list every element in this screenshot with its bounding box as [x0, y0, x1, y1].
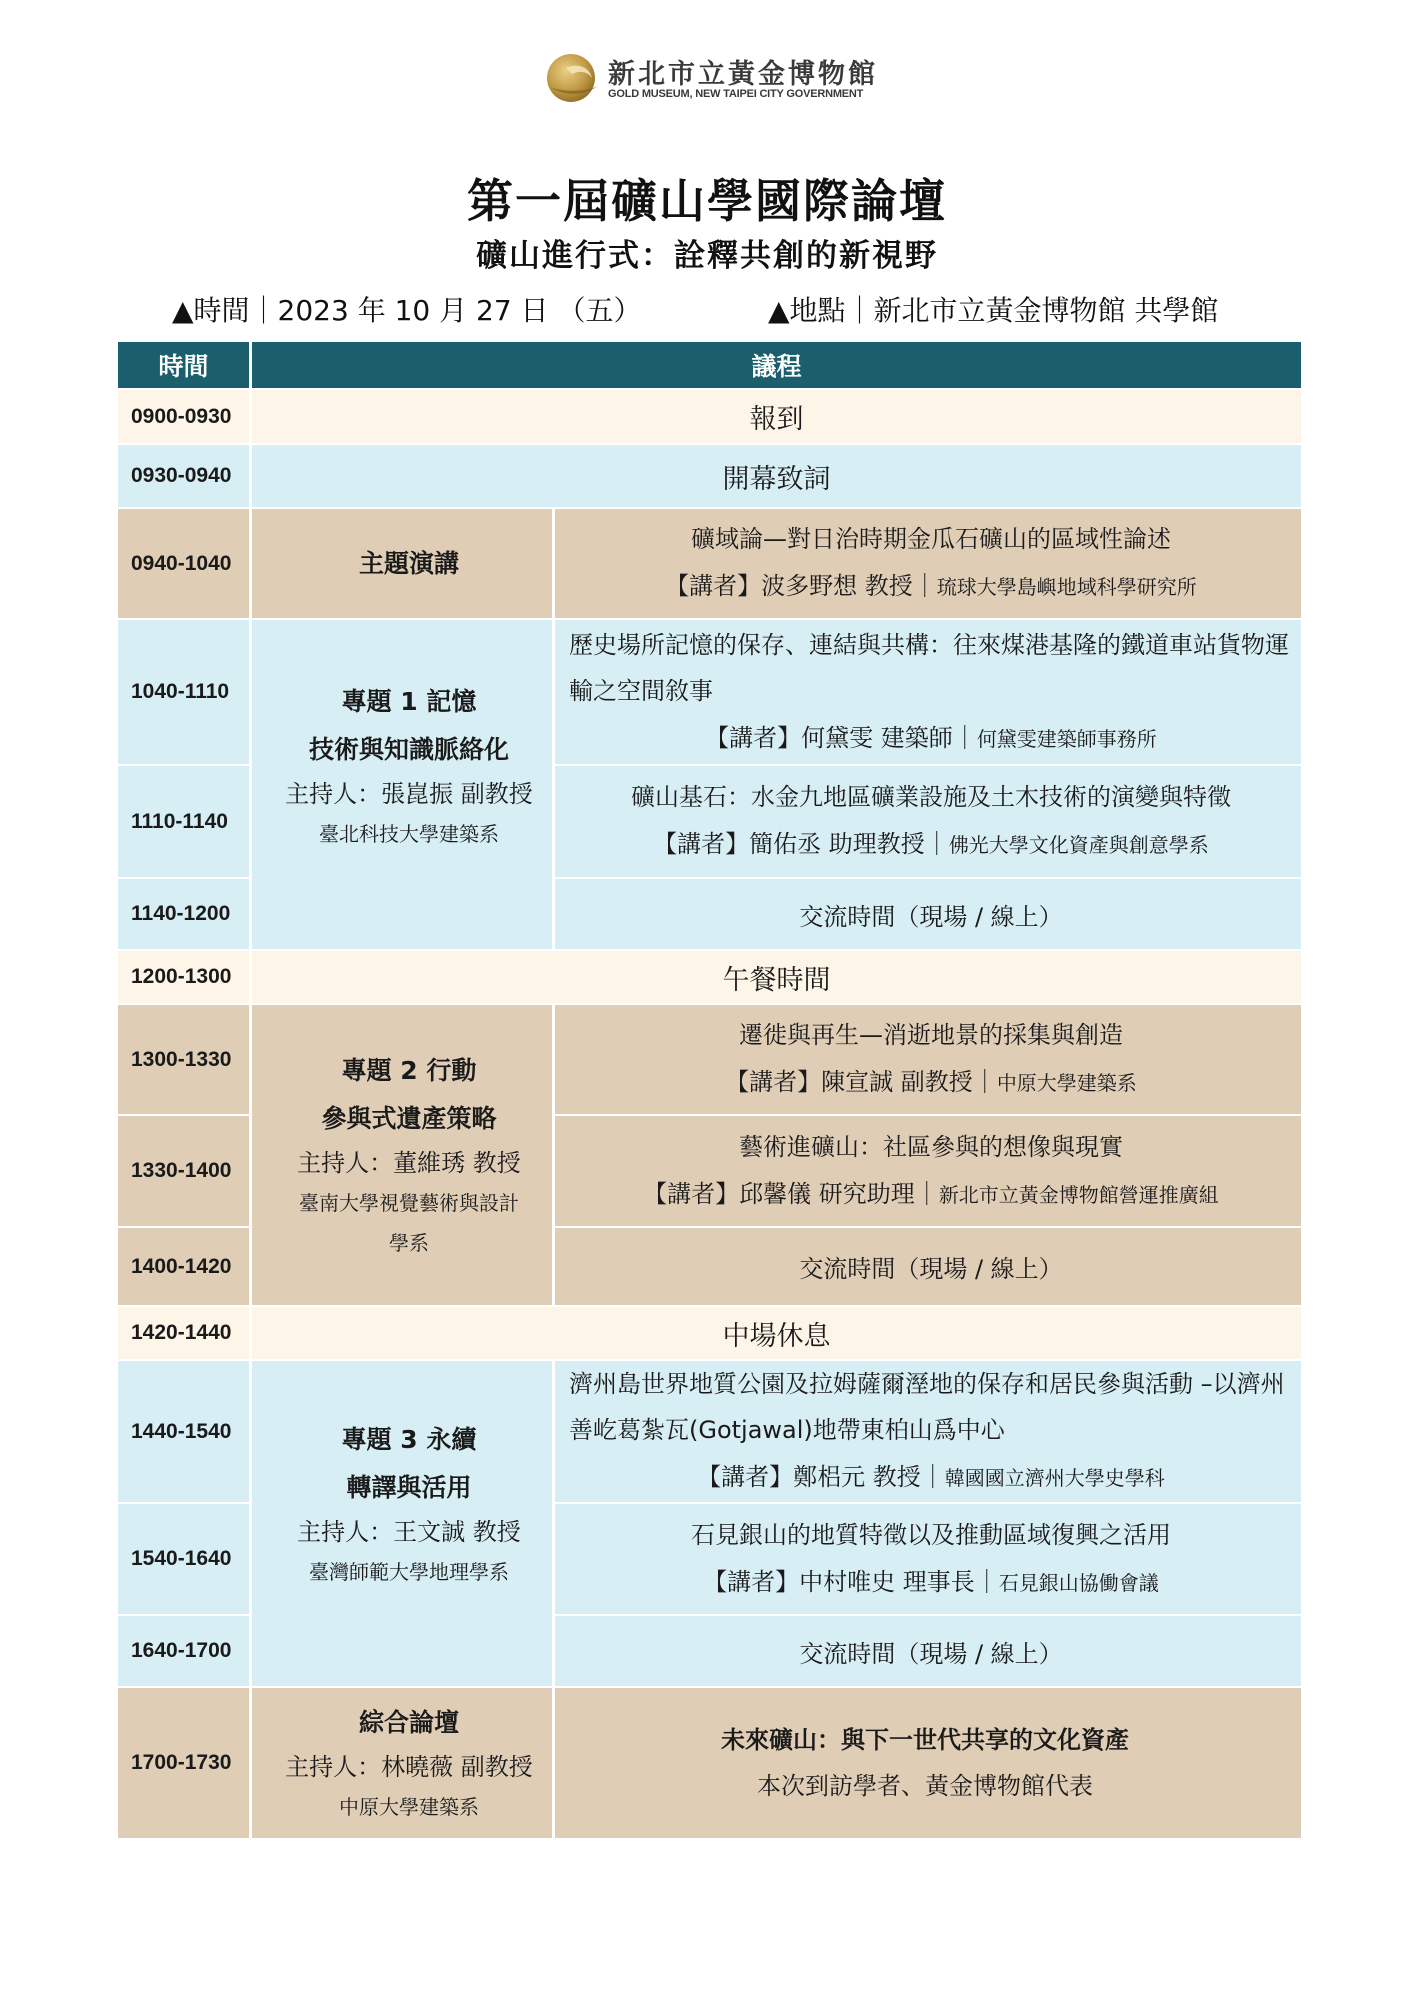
event-time: ▲時間｜2023 年 10 月 27 日 （五）: [172, 294, 642, 327]
time-cell: 1110-1140: [118, 766, 252, 879]
talk-cell: [555, 1116, 1301, 1228]
session-title: 專題 1 記憶: [341, 686, 477, 716]
talk-speaker: 【講者】陳宣誠 副教授｜中原大學建築系: [725, 1068, 1137, 1096]
registration-label: 報到: [252, 390, 1301, 445]
session-3-cell: [252, 1361, 555, 1688]
closing-participants: 本次到訪學者、黃金博物館代表: [757, 1772, 1093, 1800]
talk-cell: [555, 620, 1301, 766]
page-subtitle: 礦山進行式：詮釋共創的新視野: [476, 238, 938, 274]
talk-title: 石見銀山的地質特徵以及推動區域復興之活用: [691, 1520, 1171, 1549]
time-cell: 1040-1110: [118, 620, 252, 766]
time-cell: 1440-1540: [118, 1361, 252, 1504]
page-title: 第一屆礦山學國際論壇: [467, 174, 947, 228]
time-cell: 1640-1700: [118, 1616, 252, 1688]
exchange-time-label: 交流時間（現場 / 線上）: [799, 1639, 1063, 1668]
time-cell: 1200-1300: [118, 951, 252, 1005]
header-agenda: 議程: [252, 342, 1301, 390]
session-host: 主持人：張崑振 副教授: [285, 779, 533, 808]
talk-title: 礦山基石：水金九地區礦業設施及土木技術的演變與特徵: [631, 783, 1231, 811]
session-title: 專題 2 行動: [341, 1056, 477, 1085]
logo-name-zh: 新北市立黃金博物館: [608, 59, 878, 90]
session-title: 綜合論壇: [358, 1708, 459, 1737]
closing-title: 未來礦山：與下一世代共享的文化資產: [721, 1726, 1129, 1754]
exchange-time-cell: [555, 1228, 1301, 1307]
exchange-time-cell: [555, 879, 1301, 951]
session-theme: 轉譯與活用: [346, 1472, 472, 1502]
agenda-table: [118, 342, 1301, 1840]
session-host: 主持人：董維琇 教授: [297, 1149, 521, 1177]
talk-speaker: 【講者】簡佑丞 助理教授｜佛光大學文化資產與創意學系: [653, 830, 1209, 858]
time-cell: 0940-1040: [118, 509, 252, 620]
lunch-label: 午餐時間: [252, 951, 1301, 1005]
talk-title: 歷史場所記憶的保存、連結與共構：往來煤港基隆的鐵道車站貨物運輸之空間敘事: [569, 630, 1289, 705]
talk-title: 礦域論—對日治時期金瓜石礦山的區域性論述: [691, 525, 1171, 553]
opening-remarks-label: 開幕致詞: [252, 445, 1301, 509]
session-theme: 技術與知識脈絡化: [308, 734, 509, 764]
session-theme: 參與式遺產策略: [321, 1104, 497, 1133]
talk-speaker: 【講者】鄭梠元 教授｜韓國國立濟州大學史學科: [697, 1463, 1165, 1491]
exchange-time-label: 交流時間（現場 / 線上）: [799, 902, 1063, 931]
talk-speaker: 【講者】何黛雯 建築師｜何黛雯建築師事務所: [705, 723, 1157, 752]
time-cell: 1400-1420: [118, 1228, 252, 1307]
exchange-time-label: 交流時間（現場 / 線上）: [799, 1255, 1063, 1283]
talk-cell: [555, 1361, 1301, 1504]
event-place: ▲地點｜新北市立黃金博物館 共學館: [768, 294, 1219, 327]
session-title: 主題演講: [358, 548, 459, 578]
header-time: 時間: [118, 342, 252, 390]
session-host-affiliation: 中原大學建築系: [339, 1795, 479, 1819]
talk-speaker: 【講者】邱馨儀 研究助理｜新北市立黃金博物館營運推廣組: [643, 1179, 1219, 1208]
exchange-time-cell: [555, 1616, 1301, 1688]
closing-session-cell: [252, 1688, 555, 1840]
talk-cell: [555, 766, 1301, 879]
break-label: 中場休息: [252, 1307, 1301, 1361]
time-cell: 1540-1640: [118, 1504, 252, 1616]
keynote-session-cell: [252, 509, 555, 620]
session-host: 主持人：林曉薇 副教授: [285, 1753, 533, 1781]
time-cell: 1700-1730: [118, 1688, 252, 1840]
time-cell: 0900-0930: [118, 390, 252, 445]
talk-speaker: 【講者】中村唯史 理事長｜石見銀山協働會議: [703, 1567, 1159, 1596]
time-cell: 1300-1330: [118, 1005, 252, 1116]
time-cell: 1330-1400: [118, 1116, 252, 1228]
session-host: 主持人：王文誠 教授: [297, 1517, 521, 1546]
logo-name-en: GOLD MUSEUM, NEW TAIPEI CITY GOVERNMENT: [608, 88, 864, 100]
session-host-affiliation: 臺灣師範大學地理學系: [309, 1559, 509, 1584]
talk-cell: [555, 1005, 1301, 1116]
session-host-affiliation-cont: 學系: [389, 1231, 429, 1255]
closing-talk-cell: [555, 1688, 1301, 1840]
session-host-affiliation: 臺北科技大學建築系: [319, 821, 499, 846]
talk-title: 濟州島世界地質公園及拉姆薩爾溼地的保存和居民參與活動 –以濟州善屹葛紮瓦(Gotjawal)地帶東柏山爲中心: [569, 1370, 1285, 1444]
session-host-affiliation: 臺南大學視覺藝術與設計: [299, 1191, 519, 1215]
museum-logo: [544, 48, 878, 108]
session-1-cell: [252, 620, 555, 951]
time-cell: 1420-1440: [118, 1307, 252, 1361]
time-cell: 1140-1200: [118, 879, 252, 951]
talk-speaker: 【講者】波多野想 教授｜琉球大學島嶼地域科學研究所: [665, 572, 1197, 600]
keynote-talk-cell: [555, 509, 1301, 620]
talk-cell: [555, 1504, 1301, 1616]
session-title: 專題 3 永續: [341, 1424, 477, 1454]
talk-title: 藝術進礦山：社區參與的想像與現實: [739, 1132, 1123, 1161]
session-2-cell: [252, 1005, 555, 1307]
gold-museum-logo-icon: [544, 48, 602, 106]
talk-title: 遷徙與再生—消逝地景的採集與創造: [739, 1021, 1123, 1049]
time-cell: 0930-0940: [118, 445, 252, 509]
